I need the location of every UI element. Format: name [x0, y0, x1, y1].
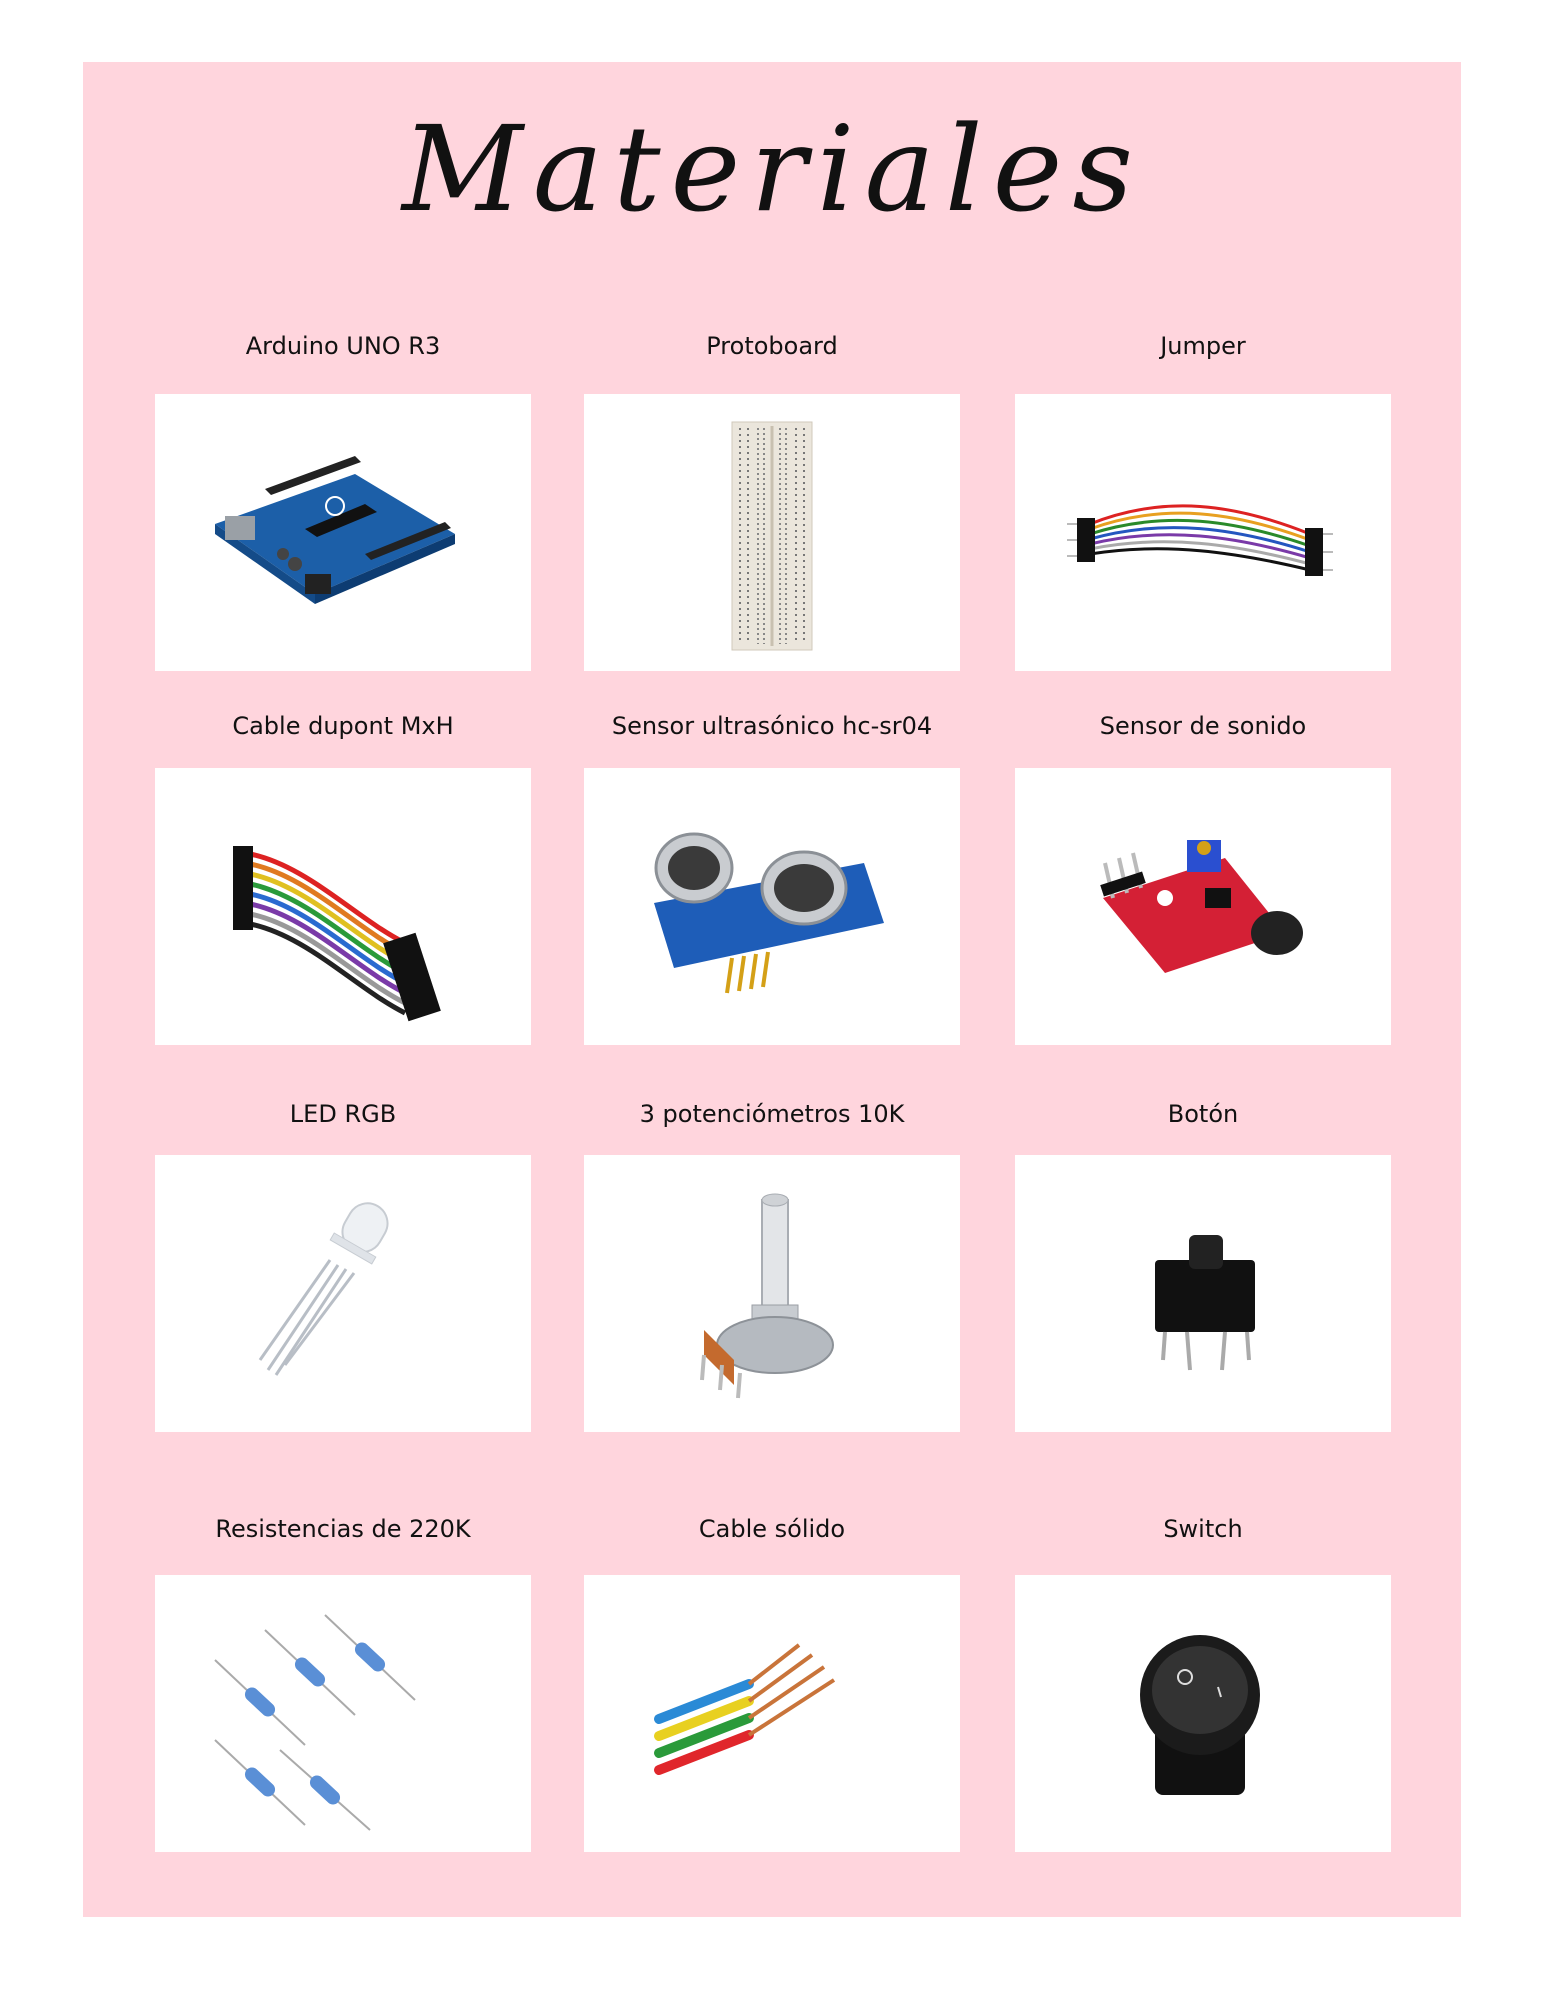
item-card-arduino [155, 394, 531, 671]
item-label-arduino: Arduino UNO R3 [245, 332, 441, 360]
item-label-potentiometer: 3 potenciómetros 10K [639, 1100, 905, 1128]
jumper-wires-icon [1015, 394, 1391, 671]
item-label-ultrasonic: Sensor ultrasónico hc-sr04 [611, 712, 933, 740]
rgb-led-icon [155, 1155, 531, 1432]
resistors-icon [155, 1575, 531, 1852]
item-label-switch: Switch [1163, 1515, 1243, 1543]
item-card-potentiometer [584, 1155, 960, 1432]
item-label-resistors: Resistencias de 220K [215, 1515, 471, 1543]
item-card-ultrasonic [584, 768, 960, 1045]
item-card-dupont [155, 768, 531, 1045]
item-card-button [1015, 1155, 1391, 1432]
item-label-rgb-led: LED RGB [289, 1100, 397, 1128]
breadboard-icon [584, 394, 960, 671]
push-button-icon [1015, 1155, 1391, 1432]
potentiometer-icon [584, 1155, 960, 1432]
ultrasonic-sensor-icon [584, 768, 960, 1045]
item-label-solid-cable: Cable sólido [698, 1515, 846, 1543]
item-card-jumper [1015, 394, 1391, 671]
solid-cable-icon [584, 1575, 960, 1852]
item-card-sound-sensor [1015, 768, 1391, 1045]
page-title: Materiales [401, 100, 1144, 238]
item-label-button: Botón [1167, 1100, 1239, 1128]
item-label-jumper: Jumper [1160, 332, 1246, 360]
item-card-resistors [155, 1575, 531, 1852]
item-label-protoboard: Protoboard [706, 332, 838, 360]
item-card-solid-cable [584, 1575, 960, 1852]
rocker-switch-icon [1015, 1575, 1391, 1852]
item-card-protoboard [584, 394, 960, 671]
item-card-rgb-led [155, 1155, 531, 1432]
dupont-cable-icon [155, 768, 531, 1045]
item-card-switch [1015, 1575, 1391, 1852]
sound-sensor-icon [1015, 768, 1391, 1045]
arduino-board-icon [155, 394, 531, 671]
item-label-dupont: Cable dupont MxH [232, 712, 454, 740]
item-label-sound-sensor: Sensor de sonido [1099, 712, 1307, 740]
